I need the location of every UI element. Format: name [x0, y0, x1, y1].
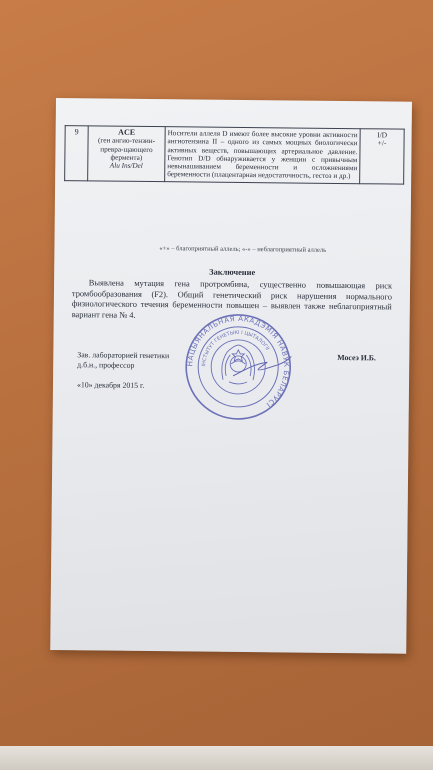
table-row — [65, 126, 405, 184]
signatory-position-line1: Зав. лабораторией генетики — [77, 350, 170, 361]
row-number: 9 — [65, 126, 89, 181]
gene-fullname: (ген ангио-тензин-превра-щающего фермента) — [97, 136, 156, 162]
gene-table — [64, 125, 405, 184]
gene-variant: Alu Ins/Del — [109, 161, 143, 171]
conclusion-body: Выявлена мутация гена протромбина, существенно повышающая риск тромбообразования (F2). Общий генетический риск нарушения нормального физиологического течения беременности повышен – выявлен также неблагоприятный вариант гена № 4. — [71, 278, 393, 320]
genotype-mark: +/- — [377, 138, 387, 148]
signatory-name: Мосеэ И.Б. — [337, 352, 376, 363]
allele-legend: «+» – благоприятный аллель; «-» – неблагоприятный аллель — [159, 245, 327, 254]
gene-name-cell — [88, 126, 166, 182]
conclusion-title: Заключение — [209, 267, 256, 278]
coat-of-arms-emblem — [222, 345, 255, 384]
genotype-cell — [360, 129, 405, 184]
gene-abbreviation: ACE — [118, 127, 136, 137]
stamp-outer-text: НАЦЫЯНАЛЬНАЯ АКАДЭМІЯ НАВУК БЕЛАРУСІ — [186, 314, 291, 409]
svg-text:НАЦЫЯНАЛЬНАЯ АКАДЭМІЯ НАВУК БЕ — [186, 314, 291, 409]
document-page — [50, 98, 412, 654]
document-date: «10» декабря 2015 г. — [76, 380, 145, 390]
gene-description: Носители аллеля D имеют более высокие уровни активности ангиотензина II – одного из самых мощных биологически активных веществ, повышающих артериальное давление. Генотип D/D обнаруживается у женщин с привычным невынашиванием беременности и осложнениями беременности (плацентарная недостаточность, гестоз и др.) — [165, 127, 361, 184]
genotype-value: I/D — [377, 130, 388, 140]
signatory-position-line2: д.б.н., профессор — [77, 359, 135, 370]
stamp-inner-text: ІНСТЫТУТ ГЕНЕТЫКІ І ЦЫТАЛОГІІ — [201, 329, 271, 367]
floor-background — [0, 746, 433, 770]
official-stamp — [183, 311, 294, 422]
signatory-position — [77, 350, 169, 370]
